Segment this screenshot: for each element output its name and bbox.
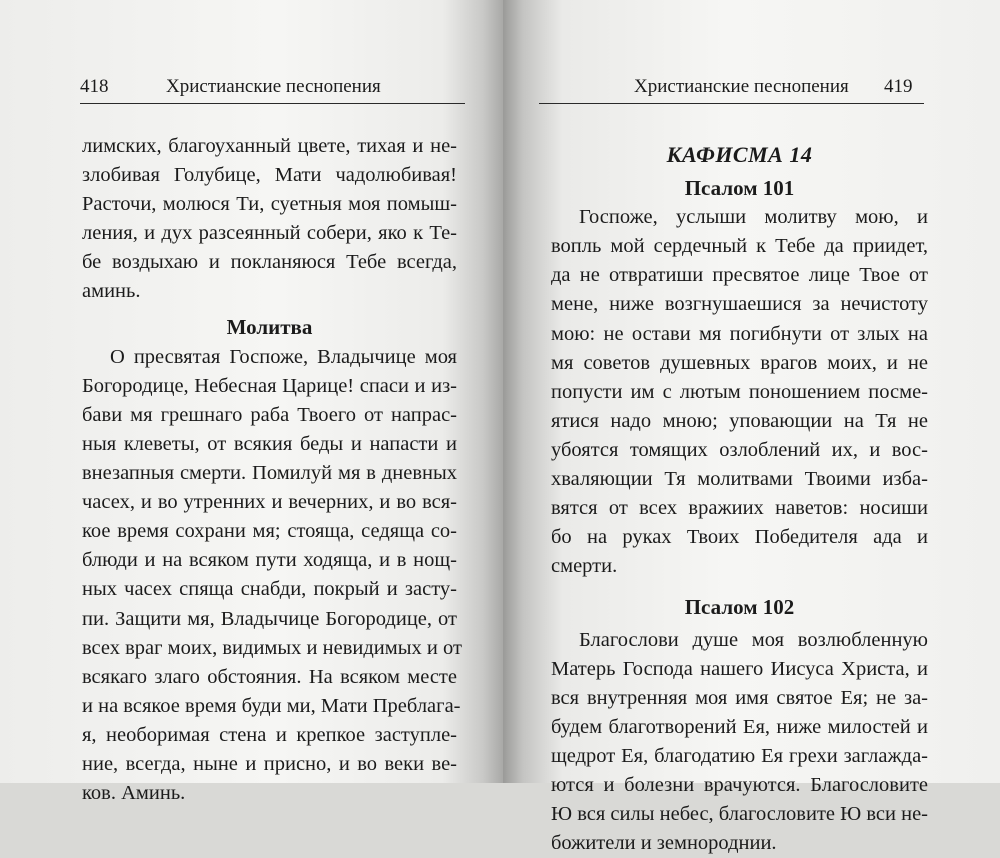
text-line: ние, всегда, ныне и присно, и во веки ве-	[82, 750, 457, 779]
text-line: хваляющии Тя молитвами Твоими изба-	[551, 465, 928, 494]
text-line: щедрот Ея, благодатию Ея грехи заглажда-	[551, 742, 928, 771]
text-line: вопль мой сердечный к Тебе да приидет,	[551, 232, 928, 261]
psalm-101-text	[551, 203, 928, 581]
text-line: Богородице, Небесная Царице! спаси и из-	[82, 372, 457, 401]
text-line: О пресвятая Госпоже, Владычице моя	[82, 343, 457, 372]
text-line: бе воздыхаю и покланяюся Тебе всегда,	[82, 248, 457, 277]
text-line: Госпоже, услыши молитву мою, и	[551, 203, 928, 232]
text-line: мою: не остави мя погибнути от злых на	[551, 320, 928, 349]
text-line: ления, и дух разсеянный собери, яко к Те-	[82, 219, 457, 248]
text-line: ныя клеветы, от всякия беды и напасти и	[82, 430, 457, 459]
left-page	[0, 0, 503, 783]
psalm-102-heading: Псалом 102	[551, 593, 928, 622]
text-line: внезапныя смерти. Помилуй мя в дневных	[82, 459, 457, 488]
text-line: убоятся томящих озлоблений их, и вос-	[551, 436, 928, 465]
right-running-title: Христианские песнопения	[634, 76, 849, 102]
text-line: да не отвратиши пресвятое лице Твое от	[551, 261, 928, 290]
text-line: вся внутренняя моя имя святое Ея; не за-	[551, 684, 928, 713]
text-line: кое время сохрани мя; стояща, седяща со-	[82, 517, 457, 546]
text-line: мене, ниже возгнушаешися за нечистоту	[551, 290, 928, 319]
text-line: ков. Аминь.	[82, 779, 457, 808]
text-line: ются и болезни врачуются. Благословите	[551, 771, 928, 800]
right-page-number: 419	[884, 76, 913, 102]
text-line: ятися надо мною; уповающии на Тя не	[551, 407, 928, 436]
text-line: божители и земнороднии.	[551, 829, 928, 858]
right-page	[503, 0, 1000, 783]
text-line: я, необоримая стена и крепкое заступле-	[82, 721, 457, 750]
text-line: смерти.	[551, 552, 928, 581]
text-line: мя советов душевных врагов моих, и не	[551, 349, 928, 378]
psalm-102-text	[551, 626, 928, 858]
text-line: и на всякое время буди ми, Мати Преблага-	[82, 692, 457, 721]
kathisma-heading: КАФИСМА 14	[551, 140, 928, 169]
left-running-title: Христианские песнопения	[166, 76, 381, 102]
left-body	[82, 132, 457, 808]
text-line: всех враг моих, видимых и невидимых и от	[82, 634, 457, 663]
text-line: ных часех спяща снабди, покрый и засту-	[82, 575, 457, 604]
left-page-number: 418	[80, 76, 109, 102]
text-line: будем благотворений Ея, ниже милостей и	[551, 713, 928, 742]
text-line: вятся от всех вражиих наветов: носиши	[551, 494, 928, 523]
prayer-heading: Молитва	[82, 313, 457, 342]
text-line: бави мя грешнаго раба Твоего от напрас-	[82, 401, 457, 430]
text-line: часех, и во утренних и вечерних, и во вся-	[82, 488, 457, 517]
text-line: блюди и на всяком пути ходяща, и в нощ-	[82, 546, 457, 575]
text-line: злобивая Голубице, Мати чадолюбивая!	[82, 161, 457, 190]
text-line: бо на руках Твоих Победителя ада и	[551, 523, 928, 552]
text-line: пи. Защити мя, Владычице Богородице, от	[82, 605, 457, 634]
text-line: попусти им с лютым поношением посме-	[551, 378, 928, 407]
text-line: аминь.	[82, 277, 457, 306]
right-header-rule	[539, 103, 924, 104]
right-body	[551, 140, 928, 858]
left-header-rule	[80, 103, 465, 104]
text-line: Благослови душе моя возлюбленную	[551, 626, 928, 655]
text-line: Ю вся силы небес, благословите Ю вси не-	[551, 800, 928, 829]
text-line: Расточи, молюся Ти, суетныя моя помыш-	[82, 190, 457, 219]
paragraph-continuation	[82, 132, 457, 307]
text-line: всякаго злаго обстояния. На всяком месте	[82, 663, 457, 692]
text-line: лимских, благоуханный цвете, тихая и не-	[82, 132, 457, 161]
psalm-101-heading: Псалом 101	[551, 174, 928, 203]
text-line: Матерь Господа нашего Иисуса Христа, и	[551, 655, 928, 684]
prayer-paragraph	[82, 343, 457, 809]
